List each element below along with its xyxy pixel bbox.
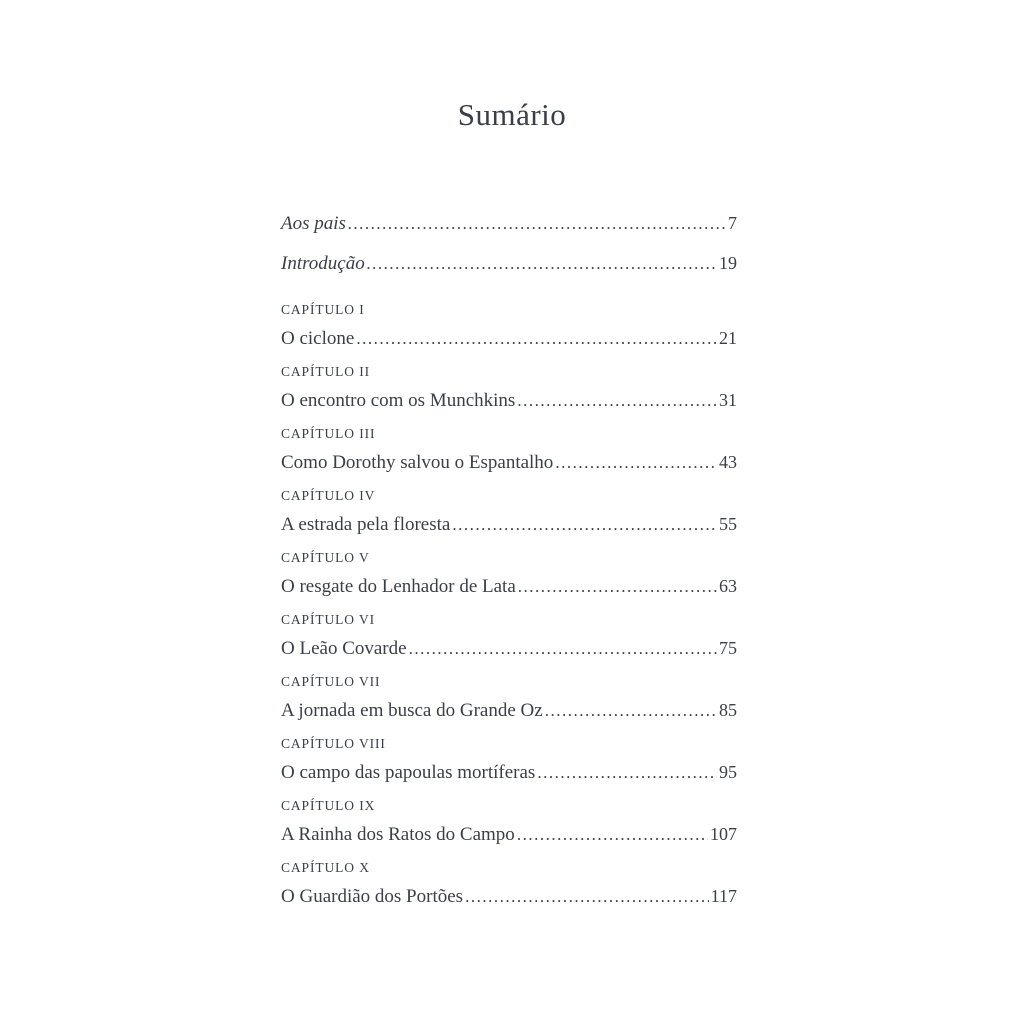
dot-leader bbox=[409, 636, 717, 661]
page-number: 7 bbox=[728, 213, 737, 233]
toc-entry bbox=[281, 512, 737, 537]
chapter-title: A jornada em busca do Grande Oz bbox=[281, 700, 543, 721]
chapter-label: CAPÍTULO IX bbox=[281, 798, 376, 813]
dot-leader bbox=[356, 326, 717, 351]
dot-leader bbox=[348, 211, 726, 236]
page-number: 21 bbox=[719, 328, 737, 348]
toc-entry bbox=[281, 326, 737, 351]
page-number: 85 bbox=[719, 700, 737, 720]
dot-leader bbox=[452, 512, 717, 537]
chapter-label: CAPÍTULO III bbox=[281, 426, 376, 441]
chapter-label: CAPÍTULO II bbox=[281, 364, 371, 379]
toc-entry bbox=[281, 822, 737, 847]
page-number: 63 bbox=[719, 576, 737, 596]
toc-chapter-entry bbox=[281, 363, 737, 413]
dot-leader bbox=[518, 574, 717, 599]
dot-leader bbox=[537, 760, 717, 785]
chapter-title: Como Dorothy salvou o Espantalho bbox=[281, 452, 554, 473]
page-number: 31 bbox=[719, 390, 737, 410]
toc-chapter-entry bbox=[281, 301, 737, 351]
chapter-label: CAPÍTULO VIII bbox=[281, 736, 386, 751]
table-of-contents bbox=[281, 211, 737, 909]
toc-chapter-entry bbox=[281, 673, 737, 723]
entry-title: Aos pais bbox=[281, 213, 346, 234]
dot-leader bbox=[517, 822, 708, 847]
front-matter-section bbox=[281, 211, 737, 276]
chapter-label: CAPÍTULO I bbox=[281, 302, 365, 317]
chapter-title: O Guardião dos Portões bbox=[281, 886, 464, 907]
page-number: 117 bbox=[710, 886, 737, 906]
toc-entry bbox=[281, 698, 737, 723]
toc-entry bbox=[281, 760, 737, 785]
page-number: 95 bbox=[719, 762, 737, 782]
toc-entry bbox=[281, 884, 737, 909]
toc-chapter-entry bbox=[281, 735, 737, 785]
toc-chapter-entry bbox=[281, 425, 737, 475]
toc-entry bbox=[281, 450, 737, 475]
page-number: 107 bbox=[710, 824, 737, 844]
toc-entry bbox=[281, 574, 737, 599]
toc-entry bbox=[281, 388, 737, 413]
chapter-title: O resgate do Lenhador de Lata bbox=[281, 576, 516, 597]
toc-chapter-entry bbox=[281, 611, 737, 661]
toc-chapter-entry bbox=[281, 797, 737, 847]
chapter-label: CAPÍTULO IV bbox=[281, 488, 376, 503]
dot-leader bbox=[367, 251, 717, 276]
dot-leader bbox=[517, 388, 717, 413]
toc-chapter-entry bbox=[281, 549, 737, 599]
chapter-label: CAPÍTULO VI bbox=[281, 612, 376, 627]
toc-entry bbox=[281, 636, 737, 661]
dot-leader bbox=[555, 450, 717, 475]
toc-chapter-entry bbox=[281, 487, 737, 537]
page-title: Sumário bbox=[457, 97, 567, 132]
page-number: 75 bbox=[719, 638, 737, 658]
chapter-title: O ciclone bbox=[281, 328, 355, 349]
chapters-section bbox=[281, 301, 737, 909]
page-number: 43 bbox=[719, 452, 737, 472]
toc-entry bbox=[281, 211, 737, 236]
chapter-label: CAPÍTULO V bbox=[281, 550, 370, 565]
chapter-title: A estrada pela floresta bbox=[281, 514, 451, 535]
chapter-title: O Leão Covarde bbox=[281, 638, 407, 659]
chapter-title: O encontro com os Munchkins bbox=[281, 390, 516, 411]
page-number: 55 bbox=[719, 514, 737, 534]
chapter-title: A Rainha dos Ratos do Campo bbox=[281, 824, 515, 845]
chapter-title: O campo das papoulas mortíferas bbox=[281, 762, 536, 783]
page-number: 19 bbox=[719, 253, 737, 273]
dot-leader bbox=[465, 884, 709, 909]
toc-chapter-entry bbox=[281, 859, 737, 909]
chapter-label: CAPÍTULO VII bbox=[281, 674, 381, 689]
entry-title: Introdução bbox=[281, 253, 365, 274]
toc-entry bbox=[281, 251, 737, 276]
dot-leader bbox=[545, 698, 717, 723]
chapter-label: CAPÍTULO X bbox=[281, 860, 370, 875]
